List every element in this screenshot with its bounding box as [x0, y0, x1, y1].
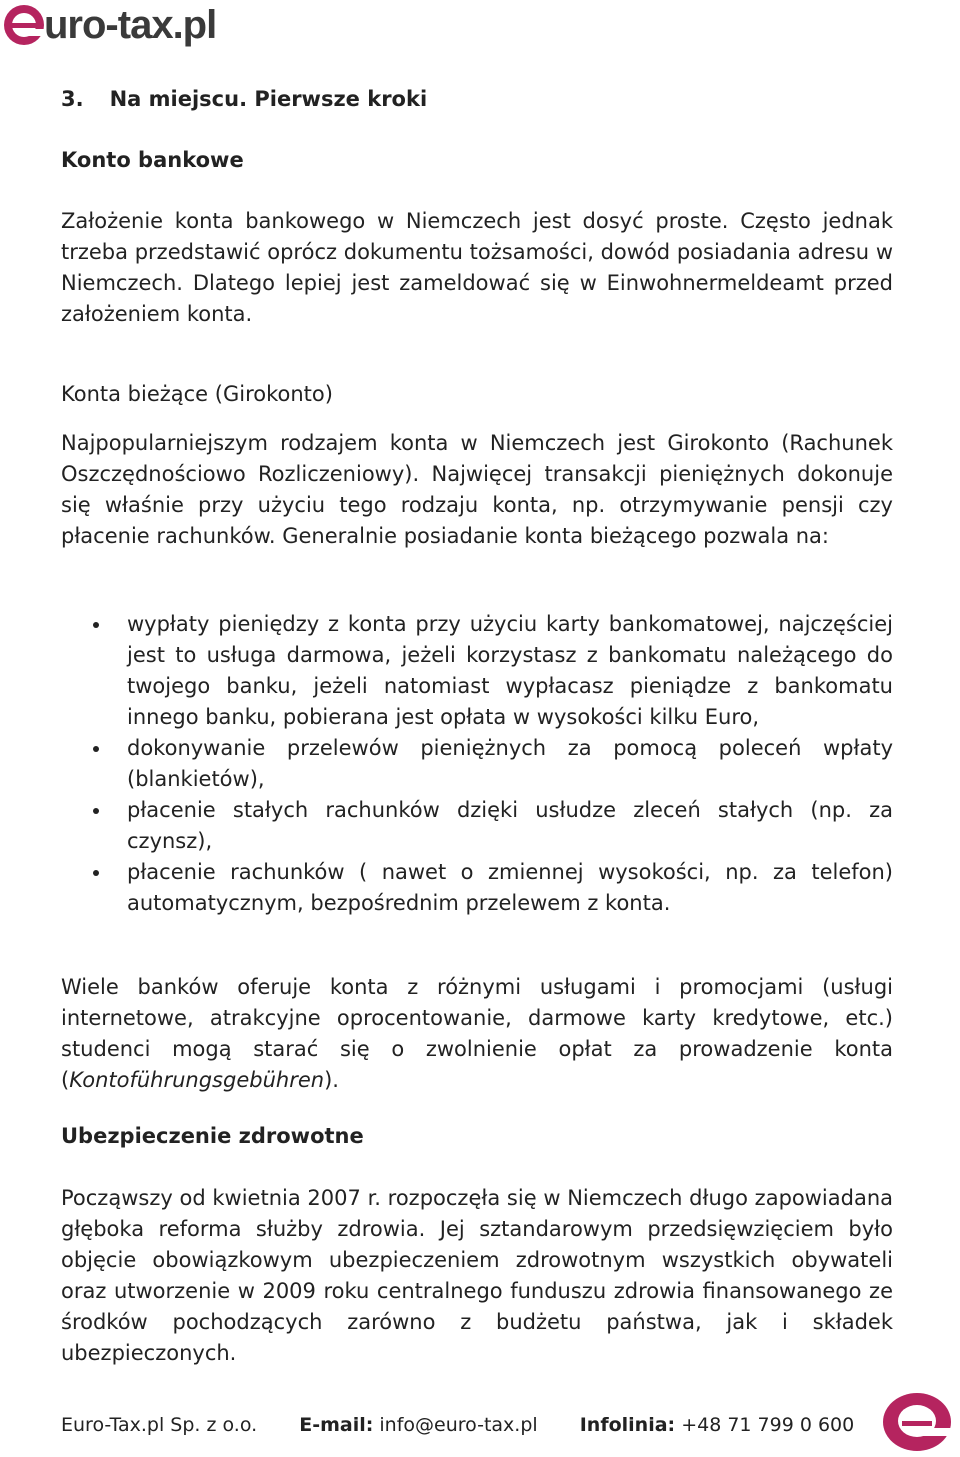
footer-company: Euro-Tax.pl Sp. z o.o. [61, 1414, 258, 1436]
closing-text-start: Wiele banków oferuje konta z różnymi usługami i promocjami (usługi internetowe, atrakcyjne oprocentowanie, darmowe karty kredytowe, etc.) studenci mogą starać się o zwolnienie opłat za prowadzenie konta ( [61, 975, 893, 1092]
bank-subheading: Konta bieżące (Girokonto) [61, 382, 333, 406]
list-item: dokonywanie przelewów pieniężnych za pomocą poleceń wpłaty (blankietów), [61, 733, 893, 795]
footer-email [299, 1414, 537, 1436]
closing-text-end: ). [324, 1068, 339, 1092]
euro-tax-e-logo-icon [880, 1390, 954, 1454]
footer-phone-label: Infolinia: [579, 1414, 676, 1436]
section-title [61, 84, 427, 115]
list-item: płacenie rachunków ( nawet o zmiennej wysokości, np. za telefon) automatycznym, bezpośrednim przelewem z konta. [61, 857, 893, 919]
euro-tax-e-logo-icon [2, 3, 46, 47]
section-title-text: Na miejscu. Pierwsze kroki [109, 87, 428, 111]
list-item: płacenie stałych rachunków dzięki usłudze zleceń stałych (np. za czynsz), [61, 795, 893, 857]
girokonto-paragraph: Najpopularniejszym rodzajem konta w Niemczech jest Girokonto (Rachunek Oszczędnościowo Rozliczeniowy). Najwięcej transakcji pieniężnych dokonuje się właśnie przy użyciu tego rodzaju konta, np. otrzymywanie pensji czy płacenie rachunków. Generalnie posiadanie konta bieżącego pozwala na: [61, 431, 893, 548]
bank-benefits-list [61, 609, 893, 919]
bank-intro-paragraph: Założenie konta bankowego w Niemczech jest dosyć proste. Często jednak trzeba przedstawić oprócz dokumentu tożsamości, dowód posiadania adresu w Niemczech. Dlatego lepiej jest zameldować się w Einwohnermeldeamt przed założeniem konta. [61, 209, 893, 326]
footer [61, 1411, 890, 1439]
logo-text: uro-tax.pl [44, 3, 217, 47]
section-number: 3. [61, 87, 84, 111]
health-paragraph: Począwszy od kwietnia 2007 r. rozpoczęła się w Niemczech długo zapowiadana głęboka reforma służby zdrowia. Jej sztandarowym przedsięwzięciem było objęcie obowiązkowym ubezpieczeniem zdrowotnym wszystkich obywateli oraz utworzenie w 2009 roku centralnego funduszu zdrowia finansowanego ze środków pochodzących zarówno z budżetu państwa, jak i składek ubezpieczonych. [61, 1186, 893, 1365]
footer-email-address[interactable]: info@euro-tax.pl [379, 1414, 538, 1436]
header-logo [2, 0, 216, 50]
footer-phone [580, 1414, 855, 1436]
footer-phone-number: +48 71 799 0 600 [681, 1414, 855, 1436]
health-heading: Ubezpieczenie zdrowotne [61, 1124, 364, 1148]
bank-heading: Konto bankowe [61, 148, 244, 172]
footer-email-label: E-mail: [299, 1414, 374, 1436]
list-item: wypłaty pieniędzy z konta przy użyciu karty bankomatowej, najczęściej jest to usługa darmowa, jeżeli korzystasz z bankomatu należącego do twojego banku, jeżeli natomiast wypłacasz pieniądze z bankomatu innego banku, pobierana jest opłata w wysokości kilku Euro, [61, 609, 893, 733]
closing-italic-term: Kontoführungsgebühren [69, 1068, 325, 1092]
bank-closing-paragraph [61, 972, 893, 1096]
